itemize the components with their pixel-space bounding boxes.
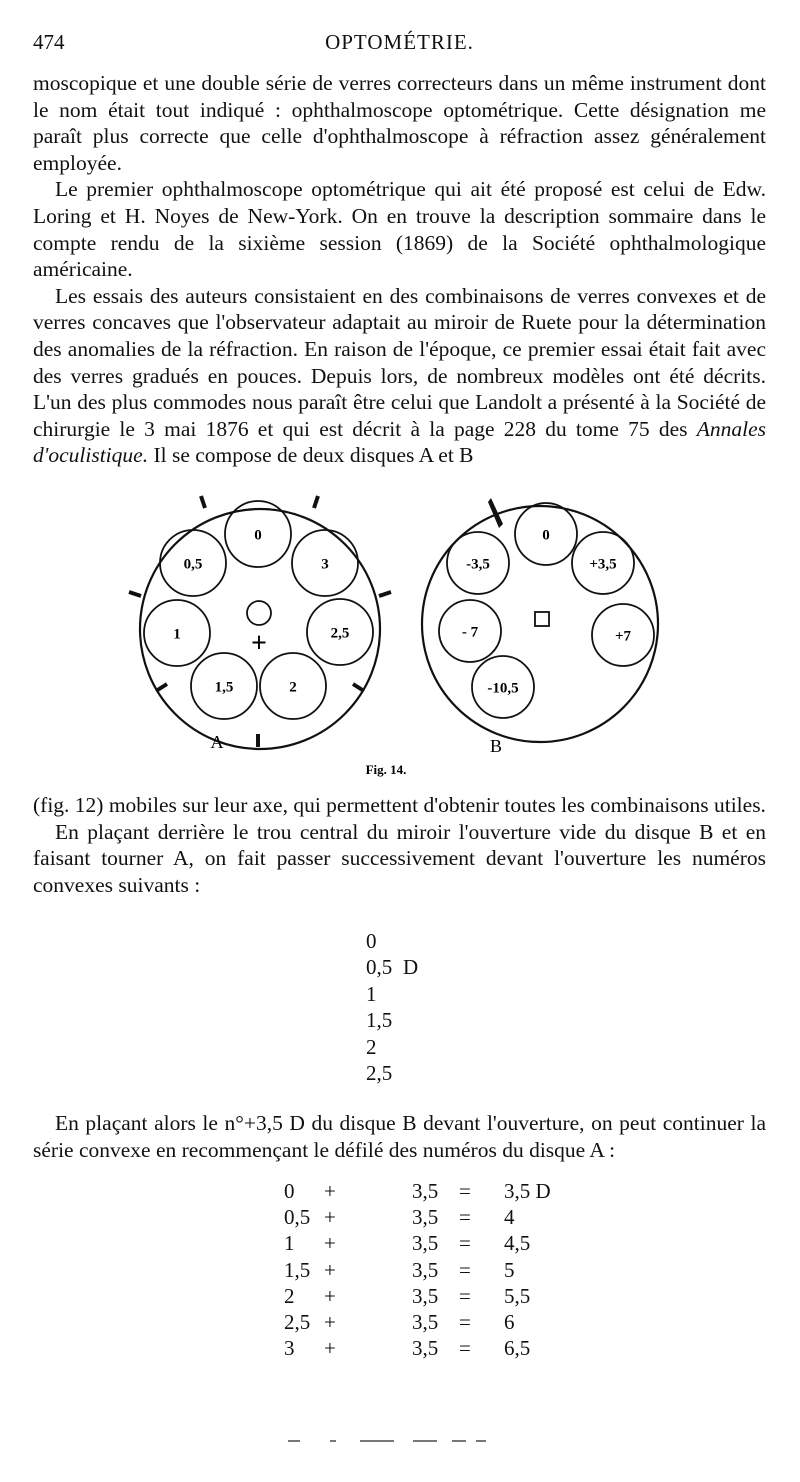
table-cell-eq: =: [459, 1179, 471, 1203]
running-title: OPTOMÉTRIE.: [325, 30, 474, 54]
disc-a-lens-label: 0,5: [183, 556, 203, 573]
figure-caption: Fig. 14.: [365, 762, 407, 777]
figure-14: [0, 484, 800, 784]
table-cell-a: 1: [284, 1231, 295, 1256]
convex-series-item: [366, 928, 392, 954]
paragraph-3-text: Les essais des auteurs consistaient en des combinaisons de verres convexes et de verres concaves que l'observateur adaptait au miroir de Ruete pour la détermination des anomalies de la réfraction. En raison de l'époque, ce premier essai était fait avec des verres gradués en pouces. Depuis lors, de nombreux modèles ont été décrits. L'un des plus commodes nous paraît être celui que Landolt a présenté à la Société de chirurgie le 3 mai 1876 et qui est décrit à la page 228 du tome 75 des: [33, 283, 766, 441]
disc-b-lens-label: -10,5: [487, 680, 519, 697]
convex-series-item: [366, 1034, 392, 1060]
disc-b: [422, 498, 658, 742]
table-cell-b: 3,5: [412, 1336, 439, 1361]
disc-b-label: B: [489, 736, 503, 756]
text-block-top: [33, 70, 766, 469]
convex-unit: D: [403, 955, 419, 980]
table-cell-b: 3,5: [412, 1231, 439, 1256]
disc-a-center-mark: +: [251, 628, 267, 659]
disc-b-outline: [422, 506, 658, 742]
table-cell-a: 1,5: [284, 1257, 311, 1282]
table-cell-op: +: [324, 1336, 336, 1361]
convex-series-item: [366, 981, 392, 1007]
disc-a-notch: [379, 592, 391, 596]
footer-rule: [280, 1440, 500, 1444]
lens-discs-diagram: [0, 484, 800, 784]
table-cell-op: +: [324, 1283, 336, 1308]
table-cell-eq: =: [459, 1231, 471, 1256]
convex-series-item: [366, 1060, 392, 1086]
convex-value: 0,5: [366, 955, 393, 980]
journal-title: Annales d'oculistique.: [33, 416, 767, 468]
table-cell-op: +: [324, 1309, 336, 1334]
table-cell-eq: =: [459, 1205, 471, 1230]
running-header: [33, 30, 766, 58]
table-cell-result: 5,5: [504, 1283, 531, 1308]
paragraph-1: moscopique et une double série de verres correcteurs dans un même instrument dont le nom était tout indiqué : ophthalmoscope optométrique. Cette désignation me paraît plus correcte que celle d'ophthalmoscope à réfraction assez généralement employée.: [33, 71, 766, 175]
table-cell-op: +: [324, 1179, 336, 1203]
table-cell-b: 3,5: [412, 1283, 439, 1308]
disc-a: [129, 496, 391, 749]
paragraph-2: Le premier ophthalmoscope optométrique qui ait été proposé est celui de Edw. Loring et H. Noyes de New-York. On en trouve la description sommaire dans le compte rendu de la sixième session (1869) de la Société ophthalmologique américaine.: [33, 177, 766, 282]
paragraph-3: [33, 283, 766, 469]
disc-a-lens-label: 1: [173, 626, 181, 643]
paragraph-4: (fig. 12) mobiles sur leur axe, qui permettent d'obtenir toutes les combinaisons utiles.: [33, 793, 766, 817]
paragraph-6: En plaçant alors le n°+3,5 D du disque B devant l'ouverture, on peut continuer la série convexe en recommençant le défilé des numéros du disque A :: [33, 1111, 766, 1162]
disc-a-lens-label: 1,5: [214, 679, 234, 696]
table-cell-a: 0: [284, 1179, 295, 1203]
text-block-end: [33, 1110, 766, 1163]
table-cell-b: 3,5: [412, 1205, 439, 1230]
table-cell-b: 3,5: [412, 1309, 439, 1334]
table-cell-result: 4: [504, 1205, 515, 1230]
disc-a-notch: [129, 592, 141, 596]
table-cell-eq: =: [459, 1336, 471, 1361]
table-cell-a: 3: [284, 1336, 295, 1361]
disc-a-lens-label: 0: [254, 527, 262, 544]
convex-value: 1,5: [366, 1008, 393, 1033]
disc-b-central-hole: [535, 612, 549, 626]
table-cell-b: 3,5: [412, 1179, 439, 1203]
disc-a-notch: [201, 496, 205, 508]
table-cell-a: 0,5: [284, 1205, 311, 1230]
table-cell-eq: =: [459, 1283, 471, 1308]
table-cell-a: 2: [284, 1283, 295, 1308]
disc-a-lens-label: 3: [321, 556, 329, 573]
convex-series-item: [366, 1007, 392, 1033]
table-cell-a: 2,5: [284, 1309, 311, 1334]
table-cell-op: +: [324, 1231, 336, 1256]
disc-b-lens-label: +3,5: [589, 556, 617, 573]
table-cell-op: +: [324, 1205, 336, 1230]
disc-b-lens-label: 0: [542, 527, 550, 544]
disc-a-central-hole: [247, 601, 271, 625]
paragraph-5: En plaçant derrière le trou central du miroir l'ouverture vide du disque B et en faisant tourner A, on fait passer successivement devant l'ouverture les numéros convexes suivants :: [33, 819, 766, 897]
disc-b-lens-label: - 7: [461, 624, 479, 641]
table-cell-result: 3,5 D: [504, 1179, 551, 1203]
convex-series-list: [366, 928, 419, 1086]
disc-a-lens-label: 2,5: [330, 625, 350, 642]
disc-a-notch: [156, 684, 167, 691]
table-cell-result: 4,5: [504, 1231, 531, 1256]
table-cell-result: 6,5: [504, 1336, 531, 1361]
convex-value: 1: [366, 981, 377, 1006]
text-block-bottom: [33, 792, 766, 898]
convex-value: 0: [366, 929, 377, 953]
convex-value: 2: [366, 1034, 377, 1059]
table-cell-b: 3,5: [412, 1257, 439, 1282]
convex-value: 2,5: [366, 1061, 393, 1086]
table-cell-eq: =: [459, 1309, 471, 1334]
paragraph-3-end: Il se compose de deux disques A et B: [153, 443, 474, 468]
convex-series-item: [366, 954, 419, 980]
disc-a-label: A: [210, 732, 224, 752]
page-number: 474: [33, 30, 65, 54]
table-cell-op: +: [324, 1257, 336, 1282]
table-cell-result: 5: [504, 1257, 515, 1282]
disc-a-notch: [353, 684, 364, 691]
disc-b-lens-label: -3,5: [466, 556, 490, 573]
disc-a-lens-label: 2: [289, 679, 297, 696]
disc-b-lens-label: +7: [614, 628, 632, 645]
disc-a-notch: [314, 496, 318, 508]
table-cell-result: 6: [504, 1309, 515, 1334]
table-cell-eq: =: [459, 1257, 471, 1282]
